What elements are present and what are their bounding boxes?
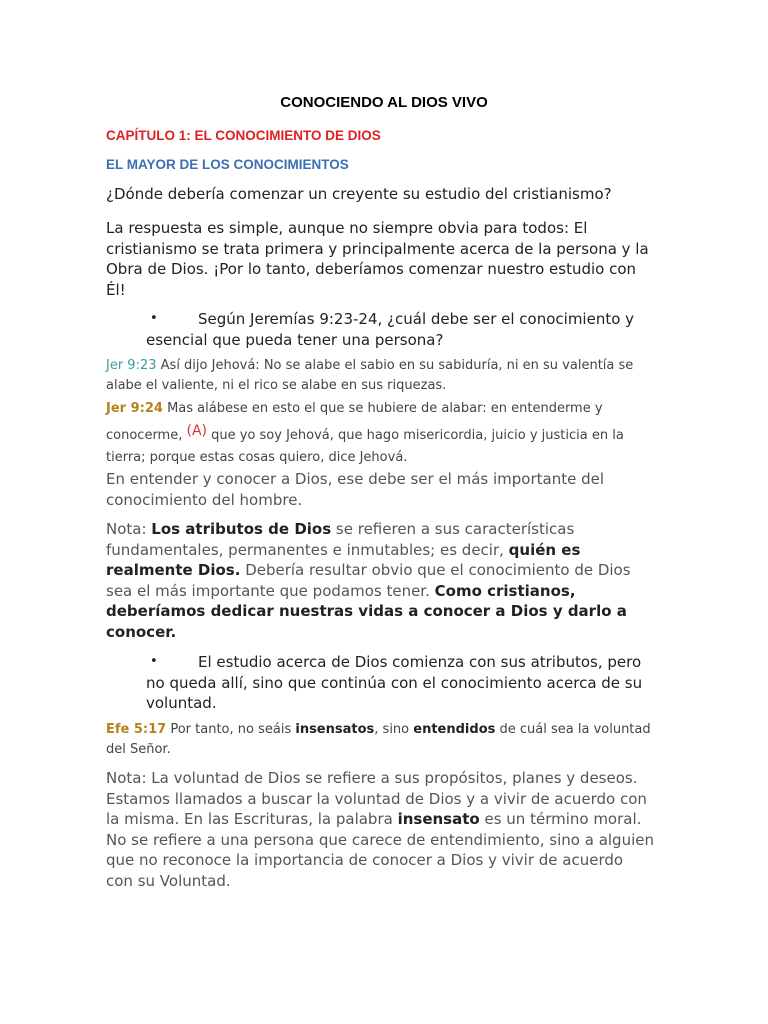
note-text: se refieren a sus características fundamentales, permanentes e inmutables; es decir,: [106, 520, 575, 559]
verse-reference[interactable]: Efe 5:17: [106, 722, 167, 737]
bullet-item-1: [146, 309, 654, 350]
bullet-text: El estudio acerca de Dios comienza con sus atributos, pero no queda allí, sino que continúa con el conocimiento acerca de su voluntad.: [146, 653, 643, 712]
note-text: Nota: La voluntad de Dios se refiere a sus propósitos, planes y deseos. Estamos llamados a buscar la voluntad de Dios y a vivir de acuerdo con la misma. En las Escrituras, la palabra: [106, 769, 647, 828]
verse-text: que yo soy Jehová, que hago misericordia, juicio y justicia en la tierra; porque estas cosas quiero, dice Jehová.: [106, 428, 624, 465]
note-text: Debería resultar obvio que el conocimiento de Dios sea el más importante que podamos tener.: [106, 561, 631, 600]
verse-efe-5-17: [106, 720, 654, 759]
answer-paragraph: La respuesta es simple, aunque no siempre obvia para todos: El cristianismo se trata primera y principalmente acerca de la persona y la Obra de Dios. ¡Por lo tanto, deberíamos comenzar nuestro estudio con Él!: [106, 219, 649, 299]
verse-reference[interactable]: Jer 9:24: [106, 401, 163, 416]
understanding-paragraph: En entender y conocer a Dios, ese debe ser el más importante del conocimiento del hombre.: [106, 470, 605, 509]
verse-reference[interactable]: Jer 9:23: [106, 358, 157, 373]
verse-text: Así dijo Jehová: No se alabe el sabio en su sabiduría, ni en su valentía se alabe el valiente, ni el rico se alabe en sus riquezas.: [106, 358, 634, 393]
bold-text: quién es realmente Dios.: [106, 540, 581, 579]
cross-reference-marker[interactable]: (A): [186, 423, 207, 439]
verse-jer-9-23: [106, 356, 654, 395]
verse-text: de cuál sea la voluntad del Señor.: [106, 722, 651, 757]
bullet-icon: •: [150, 654, 158, 669]
section-heading: EL MAYOR DE LOS CONOCIMIENTOS: [106, 157, 349, 172]
verse-jer-9-24: [106, 398, 654, 469]
chapter-heading: CAPÍTULO 1: EL CONOCIMIENTO DE DIOS: [106, 128, 381, 143]
note-text: es un término moral. No se refiere a una persona que carece de entendimiento, sino a alguien que no reconoce la importancia de conocer a Dios y vivir de acuerdo con su Voluntad.: [106, 810, 654, 890]
bold-text: Como cristianos, deberíamos dedicar nuestras vidas a conocer a Dios y darlo a conocer.: [106, 581, 627, 641]
note-attributes-paragraph: [106, 519, 654, 642]
bullet-item-2: [146, 652, 654, 714]
question-paragraph: ¿Dónde debería comenzar un creyente su estudio del cristianismo?: [106, 185, 612, 203]
verse-text: , sino: [374, 722, 414, 737]
bold-text: entendidos: [413, 722, 496, 737]
page-title: CONOCIENDO AL DIOS VIVO: [280, 94, 488, 111]
bold-text: insensato: [397, 810, 480, 828]
verse-text: Por tanto, no seáis: [166, 722, 296, 737]
verse-text: Mas alábese en esto el que se hubiere de alabar: en entenderme y conocerme,: [106, 401, 603, 443]
note-will-paragraph: [106, 768, 654, 891]
bullet-icon: •: [150, 311, 158, 326]
bold-text: Los atributos de Dios: [151, 520, 332, 538]
bold-text: insensatos: [295, 722, 375, 737]
note-label: Nota:: [106, 520, 152, 538]
bullet-text: Según Jeremías 9:23-24, ¿cuál debe ser el conocimiento y esencial que pueda tener una persona?: [146, 310, 635, 349]
